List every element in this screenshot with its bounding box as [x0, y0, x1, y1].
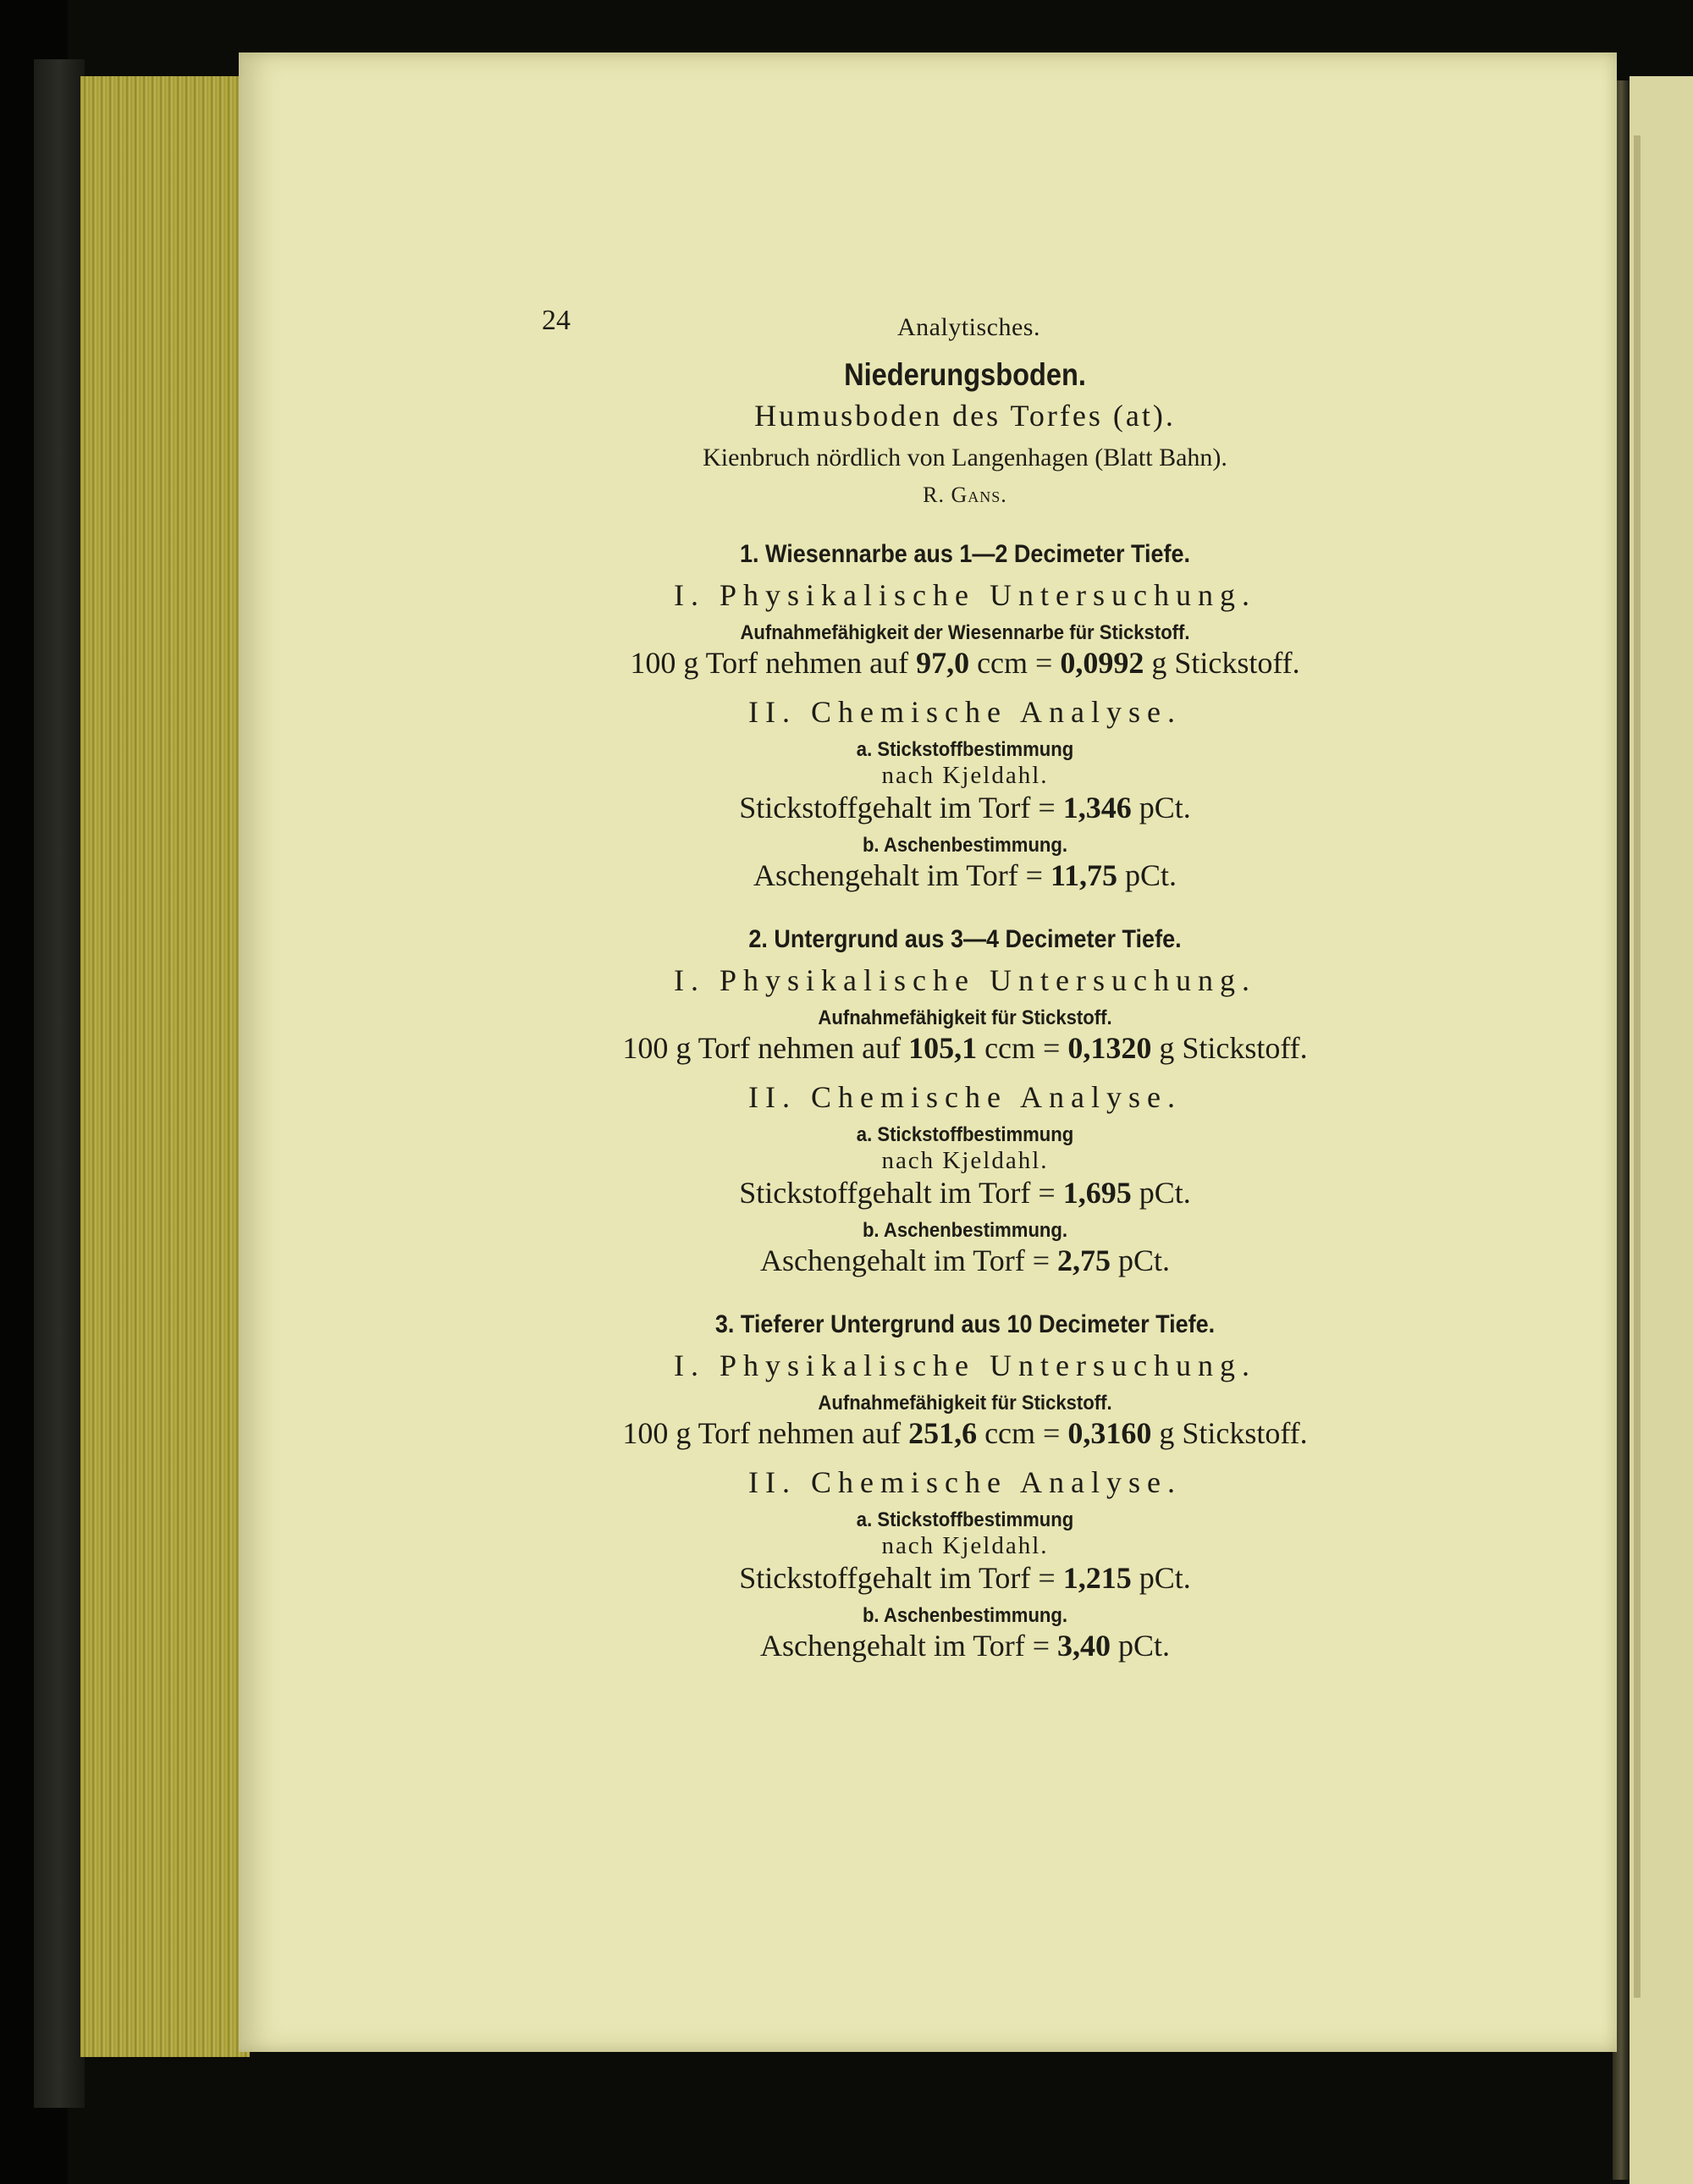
subtitle: Humusboden des Torfes (at).: [754, 399, 1176, 433]
nitrogen-post: pCt.: [1131, 1561, 1191, 1595]
ash-post: pCt.: [1117, 858, 1177, 892]
nitrogen-value: 1,695: [1062, 1176, 1132, 1210]
nitrogen-line: [542, 1560, 1388, 1596]
running-title: Analytisches.: [897, 313, 1040, 341]
ash-post: pCt.: [1111, 1629, 1171, 1663]
chemical-heading: II. Chemische Analyse.: [748, 1080, 1182, 1114]
absorption-grams: 0,1320: [1067, 1031, 1152, 1065]
absorption-post: g Stickstoff.: [1151, 1031, 1308, 1065]
section-heading: 1. Wiesennarbe aus 1—2 Decimeter Tiefe.: [739, 540, 1190, 568]
absorption-pre: 100 g Torf nehmen auf: [622, 1031, 909, 1065]
absorption-post: g Stickstoff.: [1144, 646, 1300, 680]
absorption-grams: 0,3160: [1067, 1416, 1152, 1450]
absorption-heading: Aufnahmefähigkeit für Stickstoff.: [818, 1392, 1112, 1415]
section-3: [542, 1310, 1388, 1663]
nitrogen-heading: a. Stickstoffbestimmung: [856, 738, 1074, 761]
nitrogen-post: pCt.: [1131, 791, 1191, 825]
absorption-line: [542, 1030, 1388, 1066]
chemical-heading: II. Chemische Analyse.: [748, 695, 1182, 729]
ash-line: [542, 1243, 1388, 1278]
facing-page-shadow: [1634, 135, 1641, 1998]
ash-value: 3,40: [1057, 1629, 1111, 1663]
ash-value: 2,75: [1057, 1244, 1111, 1277]
author-line: R. Gans.: [923, 483, 1007, 507]
page-content: [542, 305, 1388, 1663]
nitrogen-pre: Stickstoffgehalt im Torf =: [739, 791, 1063, 825]
nitrogen-pre: Stickstoffgehalt im Torf =: [739, 1561, 1063, 1595]
ash-line: [542, 1628, 1388, 1663]
ash-post: pCt.: [1111, 1244, 1171, 1277]
section-heading: 2. Untergrund aus 3—4 Decimeter Tiefe.: [748, 925, 1182, 953]
method-line: nach Kjeldahl.: [881, 762, 1049, 789]
running-head: [542, 305, 1388, 356]
main-title: Niederungsboden.: [844, 357, 1086, 392]
absorption-mid: ccm =: [977, 1416, 1068, 1450]
absorption-ccm: 251,6: [908, 1416, 978, 1450]
physical-heading: I. Physikalische Untersuchung.: [674, 1348, 1256, 1382]
method-line: nach Kjeldahl.: [881, 1532, 1049, 1559]
section-heading: 3. Tieferer Untergrund aus 10 Decimeter Tiefe.: [714, 1310, 1216, 1338]
nitrogen-post: pCt.: [1131, 1176, 1191, 1210]
absorption-heading: Aufnahmefähigkeit für Stickstoff.: [818, 1007, 1112, 1029]
physical-heading: I. Physikalische Untersuchung.: [674, 963, 1256, 997]
absorption-ccm: 97,0: [916, 646, 970, 680]
nitrogen-line: [542, 1175, 1388, 1211]
ash-pre: Aschengehalt im Torf =: [753, 858, 1051, 892]
page-edges-stack: [80, 76, 250, 2057]
method-line: nach Kjeldahl.: [881, 1147, 1049, 1174]
ash-pre: Aschengehalt im Torf =: [759, 1629, 1058, 1663]
absorption-mid: ccm =: [969, 646, 1061, 680]
ash-heading: b. Aschenbestimmung.: [862, 834, 1068, 857]
location-line: Kienbruch nördlich von Langenhagen (Blatt Bahn).: [703, 444, 1227, 472]
nitrogen-pre: Stickstoffgehalt im Torf =: [739, 1176, 1063, 1210]
ash-heading: b. Aschenbestimmung.: [862, 1219, 1068, 1242]
section-1: [542, 540, 1388, 893]
nitrogen-value: 1,346: [1062, 791, 1132, 825]
nitrogen-line: [542, 790, 1388, 825]
absorption-pre: 100 g Torf nehmen auf: [630, 646, 917, 680]
absorption-ccm: 105,1: [908, 1031, 978, 1065]
absorption-line: [542, 1415, 1388, 1451]
absorption-mid: ccm =: [977, 1031, 1068, 1065]
ash-value: 11,75: [1051, 858, 1118, 892]
ash-pre: Aschengehalt im Torf =: [759, 1244, 1058, 1277]
absorption-line: [542, 645, 1388, 681]
absorption-pre: 100 g Torf nehmen auf: [622, 1416, 909, 1450]
nitrogen-heading: a. Stickstoffbestimmung: [856, 1508, 1074, 1531]
ash-line: [542, 858, 1388, 893]
page-number: 24: [542, 305, 571, 336]
nitrogen-value: 1,215: [1062, 1561, 1132, 1595]
nitrogen-heading: a. Stickstoffbestimmung: [856, 1123, 1074, 1146]
book-cover-edge: [34, 59, 85, 2108]
absorption-grams: 0,0992: [1060, 646, 1144, 680]
absorption-post: g Stickstoff.: [1151, 1416, 1308, 1450]
physical-heading: I. Physikalische Untersuchung.: [674, 578, 1256, 612]
absorption-heading: Aufnahmefähigkeit der Wiesennarbe für Stickstoff.: [740, 621, 1190, 644]
section-2: [542, 925, 1388, 1278]
ash-heading: b. Aschenbestimmung.: [862, 1604, 1068, 1627]
chemical-heading: II. Chemische Analyse.: [748, 1465, 1182, 1499]
